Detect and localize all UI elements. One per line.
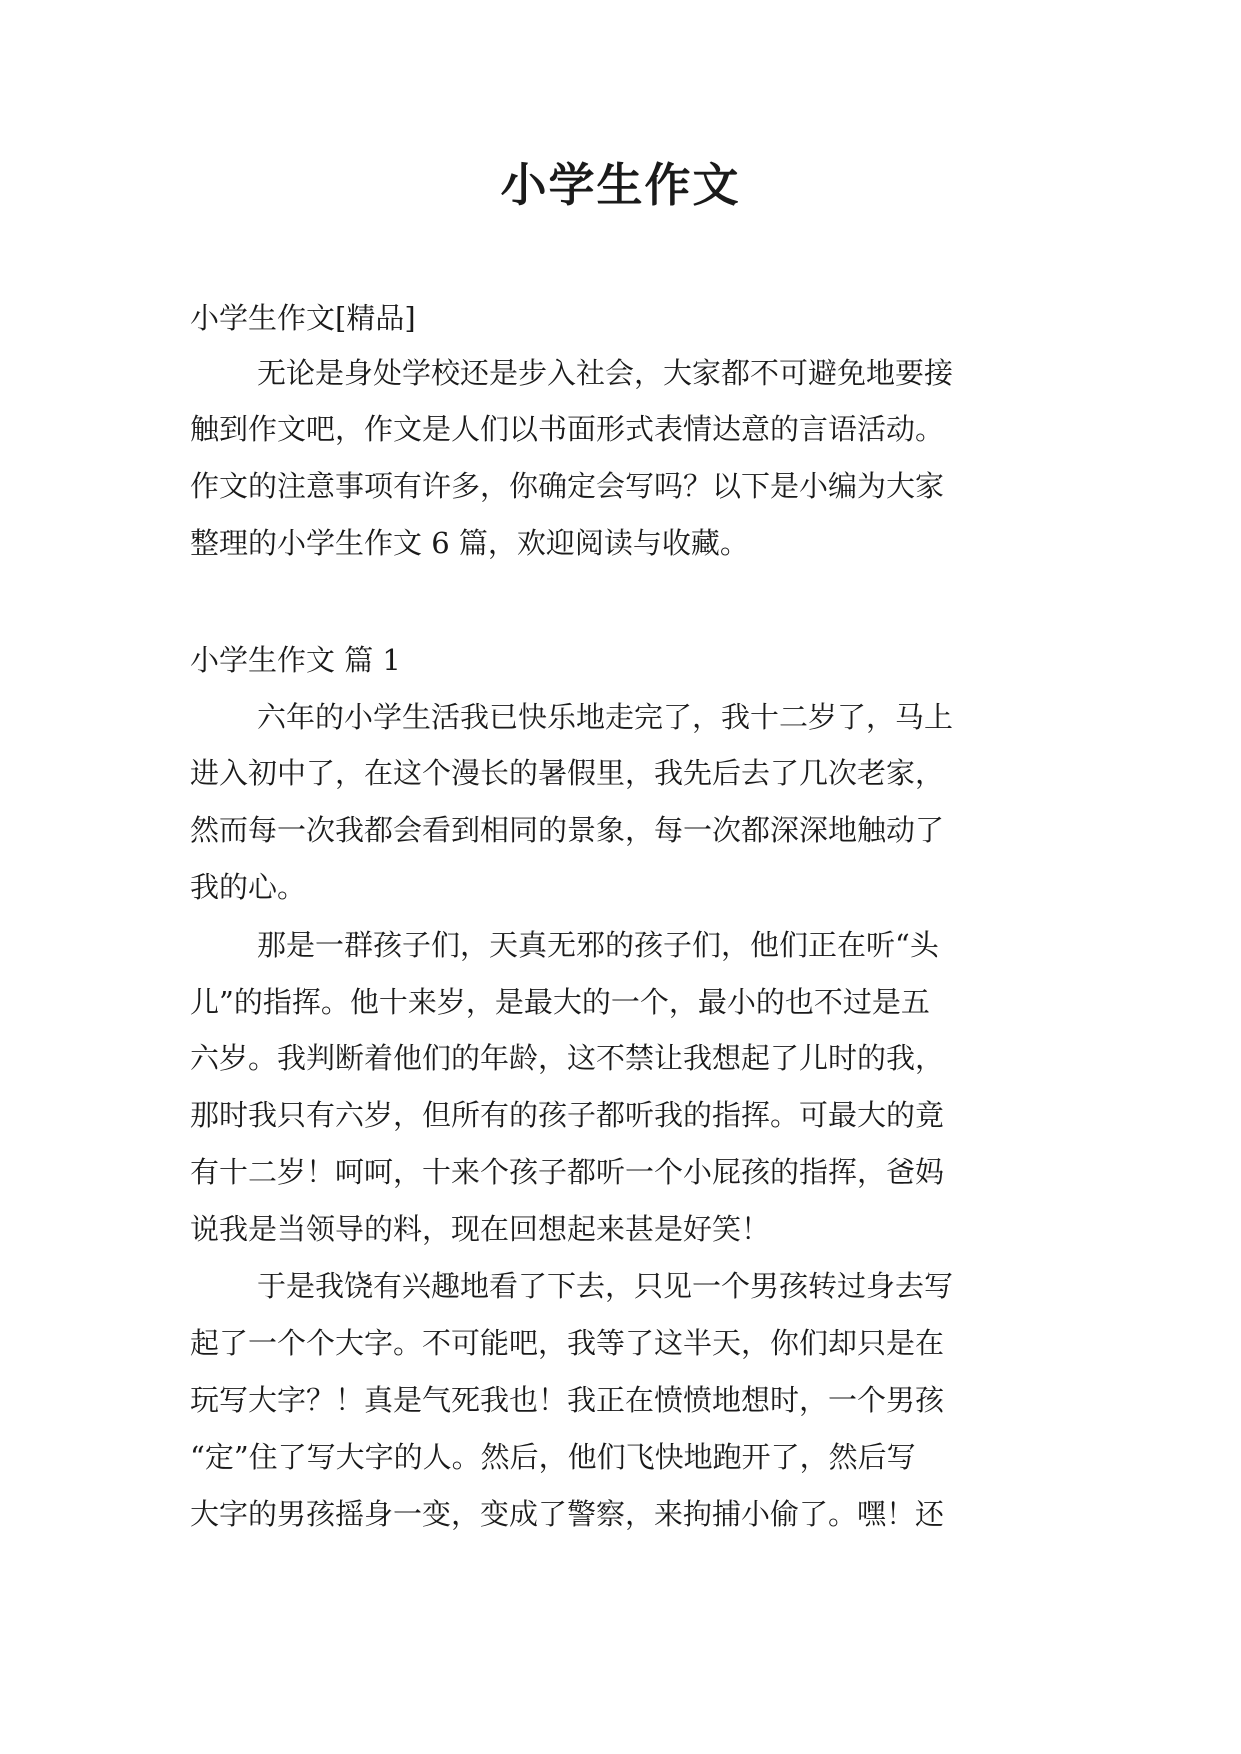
section-heading: 小学生作文 篇 1 xyxy=(190,643,401,677)
paragraph-line: 儿”的指挥。他十来岁，是最大的一个，最小的也不过是五 xyxy=(190,985,930,1019)
paragraph-line: 进入初中了，在这个漫长的暑假里，我先后去了几次老家， xyxy=(190,756,945,790)
paragraph-line: 六岁。我判断着他们的年龄，这不禁让我想起了儿时的我， xyxy=(190,1041,945,1075)
paragraph-line: 起了一个个大字。不可能吧，我等了这半天，你们却只是在 xyxy=(190,1326,945,1360)
paragraph-line: 大字的男孩摇身一变，变成了警察，来拘捕小偷了。嘿！还 xyxy=(190,1497,945,1531)
paragraph-line: “定”住了写大字的人。然后，他们飞快地跑开了，然后写 xyxy=(190,1440,916,1474)
paragraph-line: 然而每一次我都会看到相同的景象，每一次都深深地触动了 xyxy=(190,813,945,847)
intro-line: 整理的小学生作文 6 篇，欢迎阅读与收藏。 xyxy=(190,526,749,560)
document-subtitle: 小学生作文[精品] xyxy=(190,301,416,335)
intro-line: 无论是身处学校还是步入社会，大家都不可避免地要接 xyxy=(257,356,954,390)
paragraph-line: 那时我只有六岁，但所有的孩子都听我的指挥。可最大的竟 xyxy=(190,1098,945,1132)
document-title: 小学生作文 xyxy=(500,158,741,212)
paragraph-line: 有十二岁！呵呵，十来个孩子都听一个小屁孩的指挥，爸妈 xyxy=(190,1155,945,1189)
paragraph-line: 我的心。 xyxy=(190,870,307,904)
intro-line: 触到作文吧，作文是人们以书面形式表情达意的言语活动。 xyxy=(190,412,945,446)
paragraph-line: 于是我饶有兴趣地看了下去，只见一个男孩转过身去写 xyxy=(257,1269,954,1303)
paragraph-line: 那是一群孩子们，天真无邪的孩子们，他们正在听“头 xyxy=(257,928,939,962)
paragraph-line: 说我是当领导的料，现在回想起来甚是好笑！ xyxy=(190,1212,771,1246)
paragraph-line: 六年的小学生活我已快乐地走完了，我十二岁了，马上 xyxy=(257,700,954,734)
paragraph-line: 玩写大字？！真是气死我也！我正在愤愤地想时，一个男孩 xyxy=(190,1383,945,1417)
intro-line: 作文的注意事项有许多，你确定会写吗？以下是小编为大家 xyxy=(190,469,945,503)
